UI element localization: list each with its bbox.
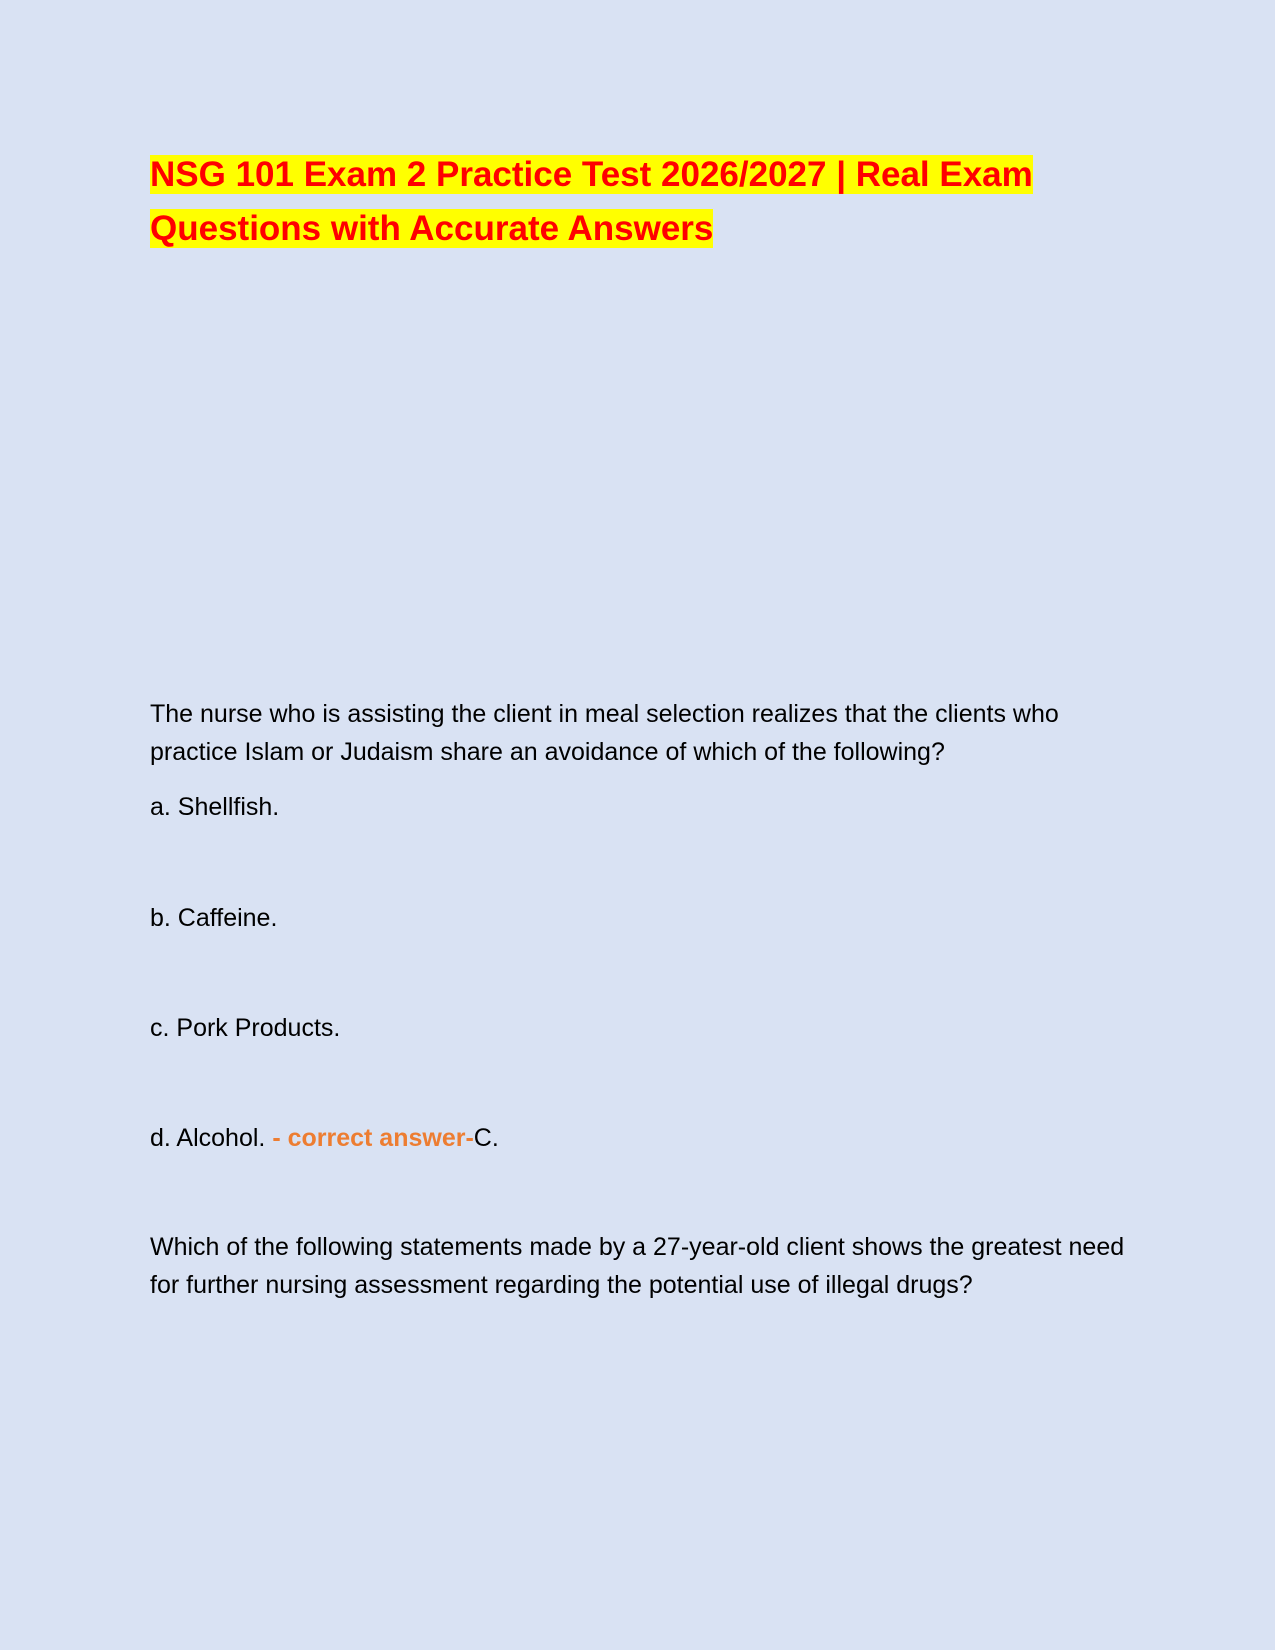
correct-answer-value: C. (473, 1124, 499, 1152)
question-1-option-d-line (150, 1121, 499, 1155)
question-2-text: Which of the following statements made by a 27-year-old client shows the greatest need for further nursing assessment regarding the potential use of illegal drugs? (150, 1233, 1125, 1299)
page-title (150, 148, 1110, 256)
correct-answer-marker: - correct answer- (272, 1124, 474, 1152)
title-line-1: NSG 101 Exam 2 Practice Test 2026/2027 | Real Exam (150, 155, 1033, 194)
question-1-option-d: d. Alcohol. (150, 1124, 273, 1152)
title-line-2: Questions with Accurate Answers (150, 209, 714, 248)
question-1-text: The nurse who is assisting the client in meal selection realizes that the clients who practice Islam or Judaism share an avoidance of which of the following? (150, 700, 1059, 766)
question-1-option-c: c. Pork Products. (150, 1014, 341, 1042)
question-1-option-a: a. Shellfish. (150, 793, 280, 821)
question-1-option-b: b. Caffeine. (150, 904, 278, 932)
